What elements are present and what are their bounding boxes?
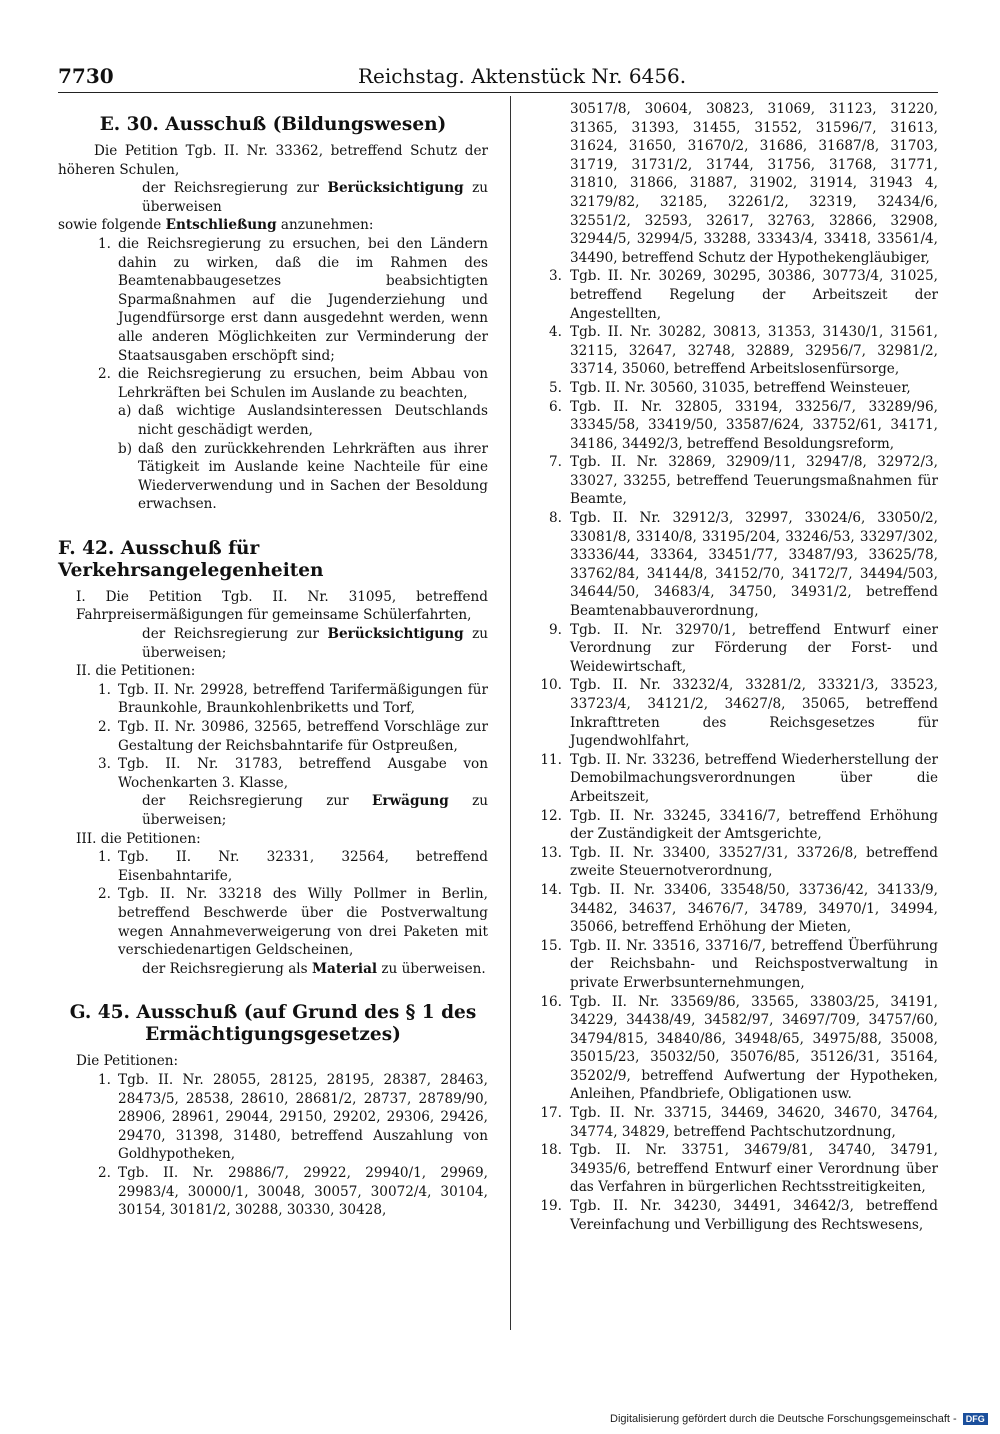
resolution-suffix: anzunehmen: (280, 217, 374, 234)
list-item (58, 1164, 488, 1220)
item-text: Tgb. II. Nr. 33751, 34679/81, 34740, 34791, 34935/6, betreffend Entwurf einer Verordnung über das Verfahren in bürgerlichen Rechtsstreitigkeiten, (570, 1142, 938, 1196)
item-number: 1. (98, 849, 111, 866)
decision-prefix: der Reichsregierung zur (142, 793, 349, 810)
section-f-decision3 (58, 960, 488, 979)
list-subitem (58, 440, 488, 514)
dfg-logo: DFG (963, 1413, 988, 1425)
item-number: 18. (540, 1142, 562, 1159)
right-column (540, 100, 938, 1234)
left-column (58, 100, 488, 1220)
item-number: 1. (98, 681, 111, 698)
item-number: 2. (98, 886, 111, 903)
section-e-resolution (58, 216, 488, 235)
item-text: Tgb. II. Nr. 28055, 28125, 28195, 28387, 28463, 28473/5, 28538, 28610, 28681/2, 28737, 28789/90, 28906, 28961, 29044, 29150, 29202, 29306, 29426, 29470, 31398, 31480, betreffend Auszahlung von Goldhypotheken, (118, 1071, 488, 1163)
item-text: Tgb. II. Nr. 33569/86, 33565, 33803/25, 34191, 34229, 34438/49, 34582/97, 34697/709, 34757/60, 34794/815, 34840/86, 34948/65, 34975/88, 35008, 35015/23, 35032/50, 35076/85, 35126/31, 35164, 35202/9, betreffend Aufwertung der Hypotheken, Anleihen, Pfandbriefe, Obligationen usw. (570, 993, 938, 1103)
list-item (540, 398, 938, 454)
item-text: Tgb. II. Nr. 29928, betreffend Tarifermäßigungen für Braunkohle, Braunkohlenbriketts und Torf, (118, 681, 488, 717)
item-text: die Reichsregierung zu ersuchen, beim Abbau von Lehrkräften bei Schulen im Auslande zu beachten, (118, 366, 488, 401)
item-number: 12. (540, 807, 562, 824)
section-f-part3-label: III. die Petitionen: (76, 830, 201, 847)
list-item (540, 379, 938, 398)
resolution-keyword: Entschließung (165, 217, 277, 234)
item-text: Tgb. II. Nr. 32912/3, 32997, 33024/6, 33050/2, 33081/8, 33140/8, 33195/204, 33246/53, 33297/302, 33336/44, 33364, 33451/77, 33487/93, 33625/78, 33762/84, 34144/8, 34152/70, 34172/7, 34494/503, 34644/50, 34683/4, 34750, 34931/2, betreffend Beamtenabbauverordnung, (570, 510, 938, 620)
section-f-heading: F. 42. Ausschuß für Verkehrsangelegenheiten (58, 537, 324, 581)
item-number: 2. (98, 1164, 111, 1181)
item-number: 7. (549, 454, 562, 471)
page-number: 7730 (58, 64, 114, 88)
list-item (58, 1071, 488, 1164)
decision-suffix: zu überweisen; (142, 626, 489, 661)
decision-keyword: Berücksichtigung (327, 180, 464, 197)
item-number: 11. (540, 751, 562, 768)
list-subitem (58, 402, 488, 439)
item-number: 16. (540, 993, 562, 1010)
item-text: Tgb. II. Nr. 30282, 30813, 31353, 31430/1, 31561, 32115, 32647, 32748, 32889, 32956/7, 32981/2, 33714, 35060, betreffend Arbeitslosenfürsorge, (570, 324, 938, 378)
list-item (540, 1141, 938, 1197)
list-item (540, 993, 938, 1105)
decision-keyword: Material (311, 960, 378, 977)
item-number: 10. (540, 677, 562, 694)
list-item (58, 681, 488, 718)
item-number: 9. (549, 621, 562, 638)
item-text: Tgb. II. Nr. 34230, 34491, 34642/3, betreffend Vereinfachung und Verbilligung des Rechtswesens, (570, 1198, 938, 1233)
item-number: 2. (98, 366, 111, 383)
continuation-text: 30517/8, 30604, 30823, 31069, 31123, 31220, 31365, 31393, 31455, 31552, 31596/7, 31613, 31624, 31650, 31670/2, 31686, 31687/8, 31703, 31719, 31731/2, 31744, 31756, 31768, 31771, 31810, 31866, 31887, 31902, 31914, 31943 4, 32179/82, 32185, 32261/2, 32319, 32434/6, 32551/2, 32593, 32617, 32763, 32866, 32908, 32944/5, 32994/5, 33288, 33343/4, 33418, 33561/4, 34490, betreffend Schutz der Hypothekengläubiger, (570, 101, 938, 266)
column-divider (510, 96, 511, 1330)
section-f-decision2 (58, 792, 488, 829)
list-item (58, 885, 488, 959)
decision-keyword: Erwägung (371, 793, 449, 810)
list-item (540, 453, 938, 509)
list-item (540, 676, 938, 750)
item-text: Tgb. II. Nr. 33516, 33716/7, betreffend Überführung der Reichsbahn- und Reichspostverwaltung in private Erwerbsunternehmungen, (570, 937, 938, 991)
item-text: Tgb. II. Nr. 32869, 32909/11, 32947/8, 32972/3, 33027, 33255, betreffend Teuerungsmaßnahmen für Beamte, (570, 454, 938, 508)
subitem-text: daß wichtige Auslandsinteressen Deutschlands nicht geschädigt werden, (138, 403, 488, 438)
list-item (540, 844, 938, 881)
list-item (540, 509, 938, 621)
decision-suffix: zu überweisen; (142, 793, 489, 828)
subitem-text: daß den zurückkehrenden Lehrkräften aus ihrer Tätigkeit im Auslande keine Nachteile für eine Wiederverwendung und in Sachen der Besoldung erwachsen. (138, 440, 488, 513)
list-item (58, 365, 488, 402)
item-text: Tgb. II. Nr. 32970/1, betreffend Entwurf einer Verordnung zur Förderung der Forst- und Weidewirtschaft, (570, 621, 938, 675)
page-header (58, 60, 938, 94)
item-text: Tgb. II. Nr. 30560, 31035, betreffend Weinsteuer, (570, 379, 911, 396)
subitem-letter: a) (118, 403, 132, 420)
item-number: 3. (549, 268, 562, 285)
item-number: 8. (549, 510, 562, 527)
list-item (540, 1197, 938, 1234)
item-text: Tgb. II. Nr. 33400, 33527/31, 33726/8, betreffend zweite Steuernotverordnung, (570, 844, 938, 880)
list-item (540, 807, 938, 844)
section-f-part2-label: II. die Petitionen: (76, 663, 196, 680)
list-item (540, 937, 938, 993)
section-e-intro: Die Petition Tgb. II. Nr. 33362, betreffend Schutz der höheren Schulen, (58, 143, 488, 178)
item-text: Tgb. II. Nr. 33406, 33548/50, 33736/42, 34133/9, 34482, 34637, 34676/7, 34789, 34970/1, 34994, 35066, betreffend Erhöhung der Mieten, (570, 881, 938, 936)
section-e-heading: E. 30. Ausschuß (Bildungswesen) (99, 114, 447, 135)
right-item-list (540, 267, 938, 1234)
list-item (540, 621, 938, 677)
resolution-prefix: sowie folgende (58, 217, 162, 234)
list-item (58, 718, 488, 755)
list-item (540, 323, 938, 379)
item-number: 5. (549, 379, 562, 396)
decision-prefix: der Reichsregierung zur (142, 626, 319, 643)
item-number: 4. (549, 324, 562, 341)
running-title: Reichstag. Aktenstück Nr. 6456. (358, 64, 687, 88)
section-g-heading: G. 45. Ausschuß (auf Grund des § 1 des Ermächtigungsgesetzes) (69, 1002, 477, 1046)
section-g-label: Die Petitionen: (76, 1053, 179, 1070)
item-number: 2. (98, 719, 111, 736)
item-text: die Reichsregierung zu ersuchen, bei den Ländern dahin zu wirken, daß die im Rahmen des Beamtenabbaugesetzes beabsichtigten Sparmaßnahmen auf die Jugenderziehung und Jugendfürsorge erst dann ausgedehnt werden, wenn alle anderen Möglichkeiten zur Verminderung der Staatsausgaben erschöpft sind; (118, 235, 488, 364)
item-text: Tgb. II. Nr. 33218 des Willy Pollmer in Berlin, betreffend Beschwerde über die Postverwaltung wegen Annahmeverweigerung von drei Paketen mit verschiedenartigen Geldscheinen, (118, 886, 488, 959)
footer-text: Digitalisierung gefördert durch die Deutsche Forschungsgemeinschaft - (610, 1413, 957, 1425)
item-text: Tgb. II. Nr. 30269, 30295, 30386, 30773/4, 31025, betreffend Regelung der Arbeitszeit der Angestellten, (570, 268, 938, 322)
item-text: Tgb. II. Nr. 33715, 34469, 34620, 34670, 34764, 34774, 34829, betreffend Pachtschutzordnung, (570, 1105, 938, 1140)
list-item (58, 848, 488, 885)
item-text: Tgb. II. Nr. 31783, betreffend Ausgabe von Wochenkarten 3. Klasse, (118, 756, 488, 791)
list-item (540, 267, 938, 323)
decision-suffix: zu überweisen (142, 180, 489, 215)
item-text: Tgb. II. Nr. 30986, 32565, betreffend Vorschläge zur Gestaltung der Reichsbahntarife für Ostpreußen, (118, 719, 488, 754)
decision-keyword: Berücksichtigung (327, 626, 464, 643)
item-number: 13. (540, 844, 562, 861)
item-number: 6. (549, 398, 562, 415)
item-number: 1. (98, 1071, 111, 1088)
item-text: Tgb. II. Nr. 33245, 33416/7, betreffend Erhöhung der Zuständigkeit der Amtsgerichte, (570, 807, 938, 843)
item-text: Tgb. II. Nr. 32805, 33194, 33256/7, 33289/96, 33345/58, 33419/50, 33587/624, 33752/61, 34171, 34186, 34492/3, betreffend Besoldungsreform, (570, 398, 938, 452)
item-number: 3. (98, 756, 111, 773)
header-rule (58, 92, 938, 93)
decision-suffix: zu überweisen. (381, 960, 486, 977)
list-item (540, 751, 938, 807)
item-number: 19. (540, 1198, 562, 1215)
subitem-letter: b) (118, 440, 133, 457)
decision-prefix: der Reichsregierung zur (142, 180, 319, 197)
item-text: Tgb. II. Nr. 29886/7, 29922, 29940/1, 29969, 29983/4, 30000/1, 30048, 30057, 30072/4, 30104, 30154, 30181/2, 30288, 30330, 30428, (118, 1164, 488, 1219)
section-f-decision1 (58, 625, 488, 662)
list-item (58, 755, 488, 792)
list-item (58, 235, 488, 365)
item-number: 17. (540, 1105, 562, 1122)
footer (610, 1413, 990, 1429)
section-e-decision (58, 179, 488, 216)
list-item (540, 881, 938, 937)
list-item (540, 1104, 938, 1141)
item-number: 14. (540, 881, 562, 898)
item-text: Tgb. II. Nr. 33236, betreffend Wiederherstellung der Demobilmachungsverordnungen über die Arbeitszeit, (570, 751, 938, 805)
item-text: Tgb. II. Nr. 32331, 32564, betreffend Eisenbahntarife, (118, 849, 488, 884)
decision-prefix: der Reichsregierung als (142, 960, 308, 977)
item-number: 15. (540, 937, 562, 954)
item-text: Tgb. II. Nr. 33232/4, 33281/2, 33321/3, 33523, 33723/4, 34121/2, 34627/8, 35065, betreffend Inkrafttreten des Reichsgesetzes für Jugendwohlfahrt, (570, 677, 938, 750)
item-number: 1. (98, 235, 111, 252)
section-f-part1: I. Die Petition Tgb. II. Nr. 31095, betreffend Fahrpreisermäßigungen für gemeinsame Schülerfahrten, (76, 588, 488, 624)
